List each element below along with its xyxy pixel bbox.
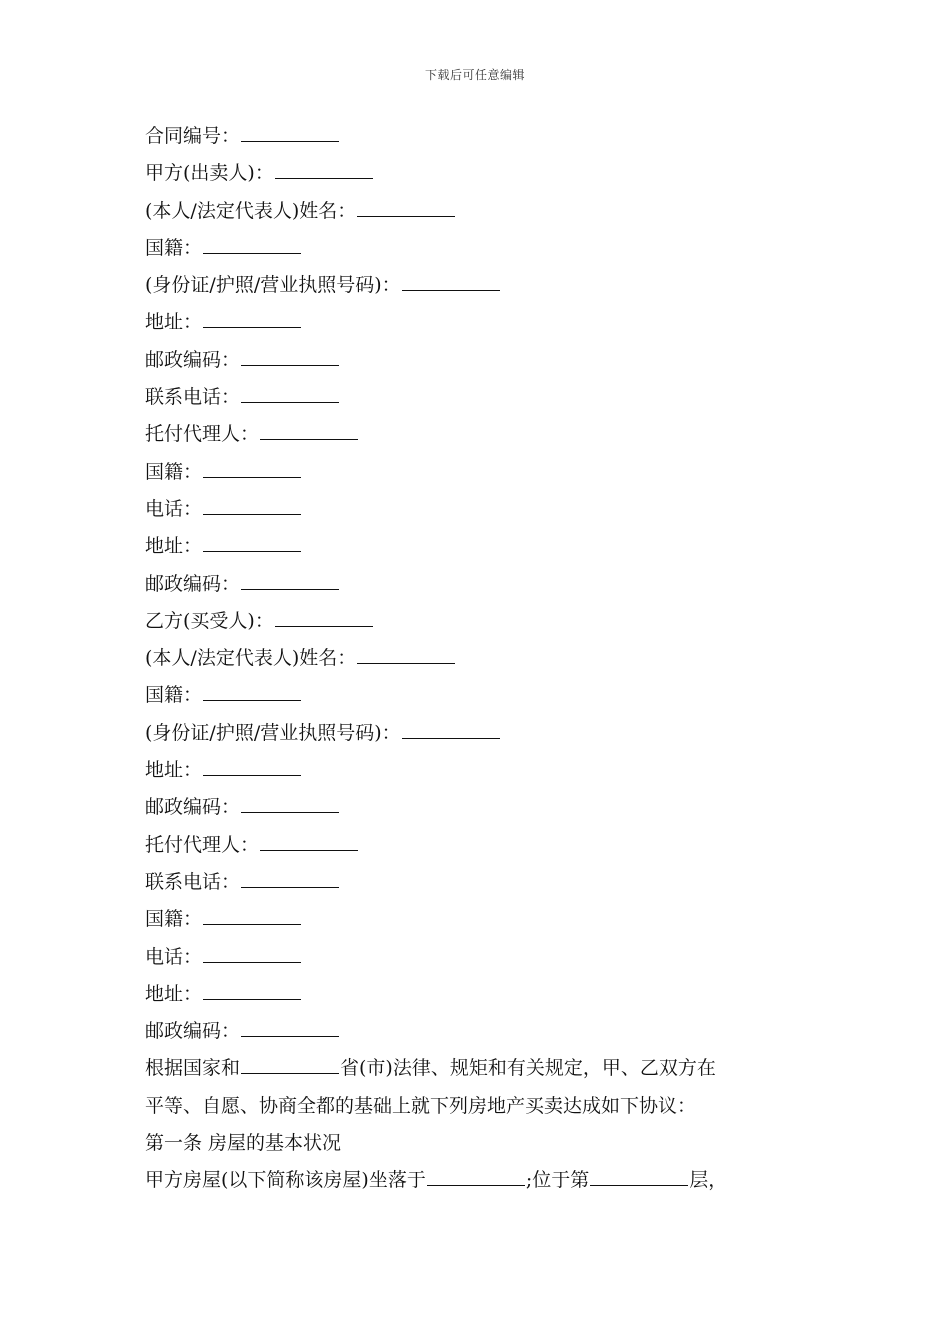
field-label: 国籍：: [145, 236, 203, 259]
form-field-row: [145, 901, 810, 938]
form-field-row: [145, 118, 810, 155]
field-label: 地址：: [145, 535, 203, 558]
field-blank[interactable]: [203, 682, 301, 701]
form-field-row: [145, 566, 810, 603]
field-blank[interactable]: [241, 571, 339, 590]
field-label: (本人/法定代表人)姓名：: [145, 647, 357, 670]
field-label: 国籍：: [145, 684, 203, 707]
field-label: 联系电话：: [145, 870, 241, 893]
field-label: 国籍：: [145, 908, 203, 931]
form-field-row: [145, 752, 810, 789]
article-text: 甲方房屋(以下简称该房屋)坐落于: [145, 1169, 426, 1192]
province-blank[interactable]: [241, 1055, 339, 1074]
field-label: 托付代理人：: [145, 833, 260, 856]
form-field-row: [145, 267, 810, 304]
field-blank[interactable]: [241, 794, 339, 813]
field-blank[interactable]: [203, 981, 301, 1000]
field-blank[interactable]: [203, 757, 301, 776]
form-field-row: [145, 827, 810, 864]
field-blank[interactable]: [357, 198, 455, 217]
field-label: (身份证/护照/营业执照号码)：: [145, 721, 401, 744]
field-label: 邮政编码：: [145, 796, 241, 819]
field-blank[interactable]: [203, 533, 301, 552]
form-field-row: [145, 603, 810, 640]
field-blank[interactable]: [402, 720, 500, 739]
form-field-row: [145, 342, 810, 379]
field-label: 地址：: [145, 982, 203, 1005]
field-blank[interactable]: [402, 272, 500, 291]
field-label: 国籍：: [145, 460, 203, 483]
page-header: 下载后可任意编辑: [424, 68, 525, 82]
floor-blank[interactable]: [590, 1167, 688, 1186]
field-label: (本人/法定代表人)姓名：: [145, 199, 357, 222]
field-label: 电话：: [145, 497, 203, 520]
field-blank[interactable]: [241, 384, 339, 403]
document-body: [145, 118, 810, 1200]
paragraph-intro-line-2: 平等、自愿、协商全都的基础上就下列房地产买卖达成如下协议：: [145, 1094, 697, 1117]
form-field-row: [145, 715, 810, 752]
field-blank[interactable]: [203, 459, 301, 478]
field-blank[interactable]: [203, 309, 301, 328]
form-field-row: [145, 193, 810, 230]
field-label: 邮政编码：: [145, 572, 241, 595]
form-field-row: [145, 640, 810, 677]
field-blank[interactable]: [203, 906, 301, 925]
form-field-row: [145, 789, 810, 826]
field-blank[interactable]: [241, 1018, 339, 1037]
form-field-row: [145, 864, 810, 901]
form-field-row: [145, 230, 810, 267]
field-label: 托付代理人：: [145, 423, 260, 446]
article-1-title: 第一条 房屋的基本状况: [145, 1132, 342, 1155]
form-field-row: [145, 976, 810, 1013]
field-label: 邮政编码：: [145, 348, 241, 371]
form-field-row: [145, 528, 810, 565]
field-label: 电话：: [145, 945, 203, 968]
form-field-row: [145, 304, 810, 341]
form-field-row: [145, 491, 810, 528]
field-blank[interactable]: [260, 421, 358, 440]
article-text: 层，: [689, 1169, 728, 1192]
field-label: 合同编号：: [145, 125, 241, 147]
field-label: 地址：: [145, 759, 203, 782]
location-blank[interactable]: [427, 1167, 525, 1186]
field-label: 邮政编码：: [145, 1020, 241, 1043]
article-text: ;位于第: [525, 1169, 590, 1192]
form-field-row: [145, 939, 810, 976]
form-field-row: [145, 677, 810, 714]
field-label: (身份证/护照/营业执照号码)：: [145, 274, 401, 297]
form-field-row: [145, 454, 810, 491]
article-1-line-1: [145, 1162, 810, 1199]
field-blank[interactable]: [203, 235, 301, 254]
form-field-row: [145, 155, 810, 192]
field-blank[interactable]: [203, 944, 301, 963]
form-field-row: [145, 416, 810, 453]
field-blank[interactable]: [275, 160, 373, 179]
form-field-row: [145, 1013, 810, 1050]
party-info-fields: [145, 118, 810, 1050]
field-blank[interactable]: [203, 496, 301, 515]
field-label: 地址：: [145, 311, 203, 334]
field-blank[interactable]: [275, 608, 373, 627]
paragraph-text: 省(市)法律、规矩和有关规定，甲、乙双方在: [340, 1057, 716, 1080]
field-label: 联系电话：: [145, 386, 241, 409]
paragraph-intro-line-1: [145, 1050, 810, 1087]
form-field-row: [145, 379, 810, 416]
field-label: 乙方(买受人)：: [145, 609, 274, 632]
field-blank[interactable]: [260, 832, 358, 851]
field-blank[interactable]: [241, 347, 339, 366]
field-blank[interactable]: [357, 645, 455, 664]
field-blank[interactable]: [241, 123, 339, 142]
field-blank[interactable]: [241, 869, 339, 888]
paragraph-text: 根据国家和: [145, 1057, 241, 1080]
field-label: 甲方(出卖人)：: [145, 162, 274, 185]
